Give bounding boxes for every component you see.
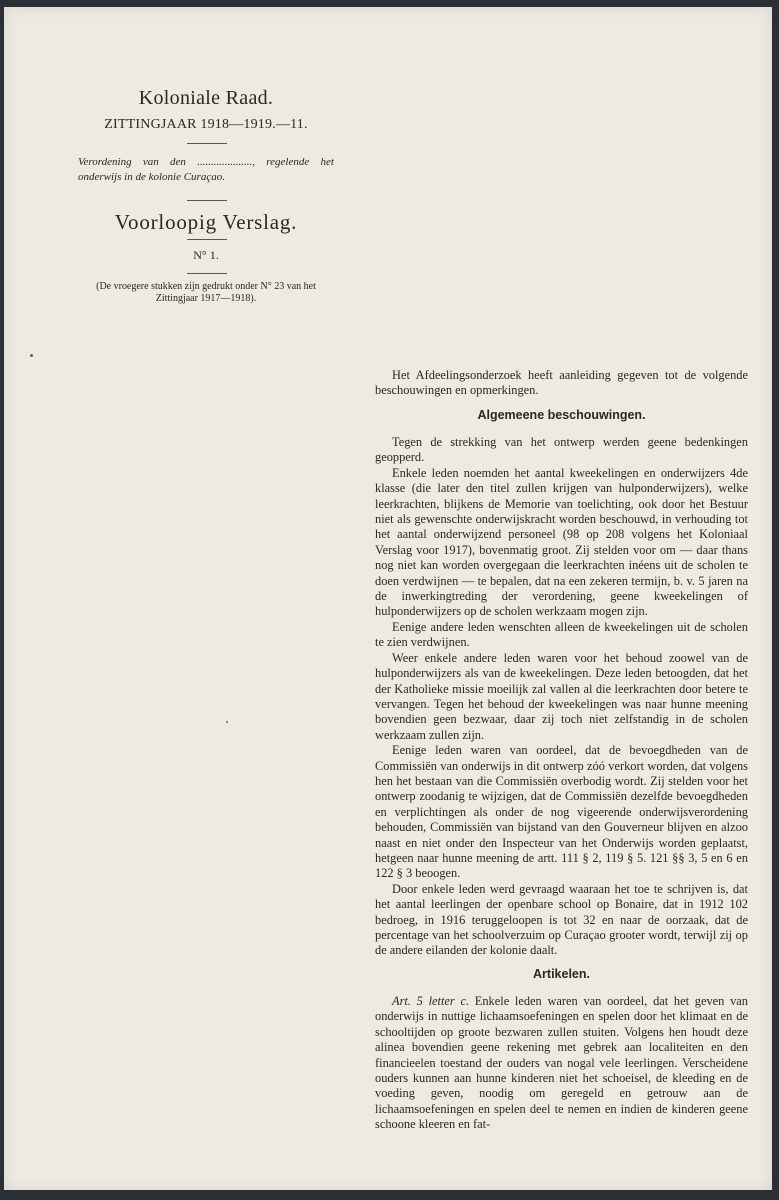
council-title: Koloniale Raad. [138, 87, 274, 109]
articles-text [375, 994, 748, 1133]
paragraph: Weer enkele andere leden waren voor het behoud zoowel van de hulponderwijzers als van de kweekelingen. Deze leden betoogden, dat het der Katholieke missie moeilijk zal vallen al die leerkrachten door betere te vervangen. Tegen het behoud der kweekelingen was naar hunne meening bovendien geen bezwaar, daar zij toch niet zelfstandig in de scholen werkzaam zullen zijn. [375, 650, 748, 742]
paragraph: Tegen de strekking van het ontwerp werden geene bedenkingen geopperd. [375, 435, 748, 465]
intro-paragraph: Het Afdeelingsonderzoek heeft aanleiding gegeven tot de volgende beschouwingen en opmerkingen. [375, 368, 748, 398]
paper-speck [226, 721, 228, 723]
paragraph: Eenige andere leden wenschten alleen de kweekelingen uit de scholen te zien verdwijnen. [375, 619, 748, 650]
divider [187, 200, 227, 201]
document-number: N° 1. [193, 248, 219, 262]
ordinance-subject: Verordening van den ...................., regelende het onderwijs in de kolonie Curaçao. [78, 156, 334, 183]
paragraph [375, 994, 748, 1133]
earlier-documents-note: (De vroegere stukken zijn gedrukt onder N° 23 van het Zittingjaar 1917—1918). [96, 281, 316, 304]
heading-articles: Artikelen. [533, 967, 590, 981]
article-text: Enkele leden waren van oordeel, dat het geven van onderwijs in nuttige lichaamsoefeningen en spelen door het klimaat en de schooltijden op groote bezwaren zullen stuiten. Volgens hen houdt deze alinea bovendien geene rekening met gebrek aan localiteiten en den financieelen toestand der ouders van nogal vele leerlingen. Verscheidene ouders kunnen aan hunne kinderen niet het schoeisel, de kleeding en de voeding geven, noodig om geregeld en getrouw aan de lichaamsoefeningen en spelen deel te nemen en indien de kinderen geene schoone kleeren en fat- [375, 994, 748, 1132]
divider [187, 239, 227, 240]
paragraph: Enkele leden noemden het aantal kweekelingen en onderwijzers 4de klasse (die later den titel zullen krijgen van hulponderwijzers), welke leerkrachten, blijkens de Memorie van toelichting, ook door het Bestuur niet als gewenschte onderwijskracht worden beschouwd, in verhouding tot het aantal onderwijzend personeel (98 op 208 volgens het Koloniaal Verslag voor 1917), bovenmatig groot. Zij stelden voor om — daar thans nog niet kan worden overgegaan die leerkrachten inéens uit de scholen te doen verdwijnen — te bepalen, dat na een zekeren termijn, b. v. 5 jaren na de inwerkingtreding der verordening, geene kweekelingen of hulponderwijzers op de scholen werkzaam mogen zijn. [375, 465, 748, 619]
paper-speck [30, 354, 33, 357]
article-reference: Art. 5 letter c. [392, 994, 470, 1008]
general-considerations-text [375, 435, 748, 959]
divider [187, 273, 227, 274]
paragraph: Door enkele leden werd gevraagd waaraan het toe te schrijven is, dat het aantal leerlingen der openbare school op Bonaire, dat in 1912 102 bedroeg, in 1916 teruggeloopen is tot 32 en naar de oorzaak, dat de percentage van het schoolverzuim op Curaçao grooter wordt, terwijl zij op de andere eilanden der kolonie daalt. [375, 881, 748, 958]
paragraph: Eenige leden waren van oordeel, dat de bevoegdheden van de Commissiën van onderwijs in dit ontwerp zóó verkort worden, dat volgens hen het bestaan van die Commissiën overbodig wordt. Zij stelden voor het ontwerp zoodanig te wijzigen, dat de Commissiën dezelfde bevoegdheden en verplichtingen als onder de nog vigeerende onderwijsverordening behouden, Commissiën van bijstand van den Gouverneur blijven en alzoo naast en niet onder den Inspecteur van het Onderwijs worden geplaatst, hetgeen naar hunne meening de artt. 111 § 2, 119 § 5. 121 §§ 3, 5 en 6 en 122 § 3 beoogen. [375, 743, 748, 881]
session-year: ZITTINGJAAR 1918—1919.—11. [104, 117, 308, 132]
report-title: Voorloopig Verslag. [114, 210, 298, 234]
document-page [4, 7, 772, 1190]
heading-general-considerations: Algemeene beschouwingen. [477, 408, 646, 422]
divider [187, 143, 227, 144]
